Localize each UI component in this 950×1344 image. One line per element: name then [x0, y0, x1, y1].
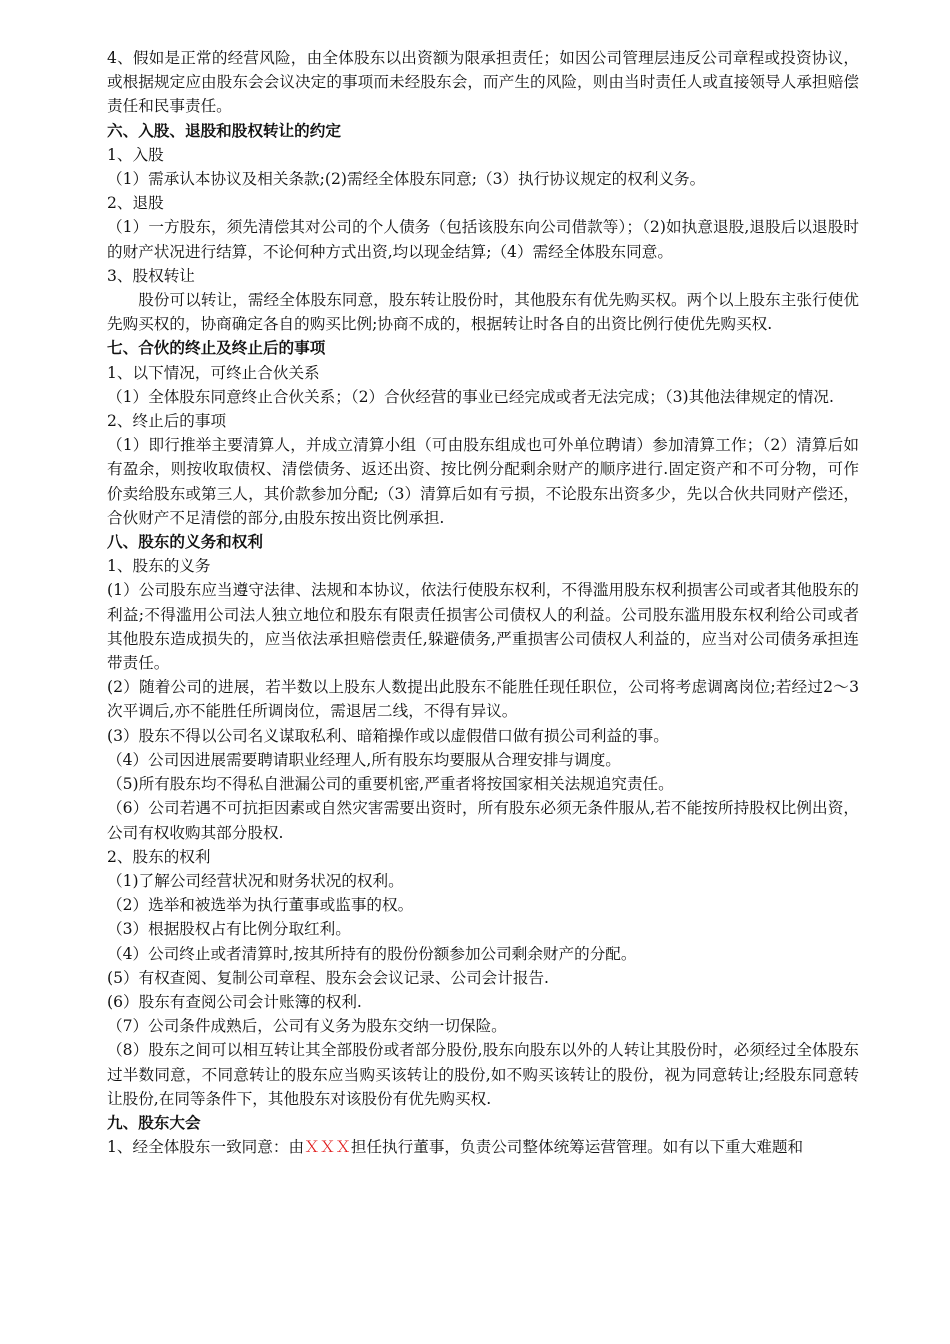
- paragraph-risk-liability: 4、假如是正常的经营风险，由全体股东以出资额为限承担责任；如因公司管理层违反公司章程或投资协议，或根据规定应由股东会会议决定的事项而未经股东会，而产生的风险，则由当时责任人或直接领导人承担赔偿责任和民事责任。: [107, 49, 859, 116]
- paragraph-obligation-2: (2）随着公司的进展，若半数以上股东人数提出此股东不能胜任现任职位，公司将考虑调离岗位;若经过2～3次平调后,亦不能胜任所调岗位，需退居二线，不得有异议。: [107, 678, 859, 721]
- subheading-obligations: 1、股东的义务: [107, 557, 211, 576]
- paragraph-right-8: （8）股东之间可以相互转让其全部股份或者部分股份,股东向股东以外的人转让其股份时，必须经过全体股东过半数同意，不同意转让的股东应当购买该转让的股份,如不购买该转让的股份，视为同意转让;经股东同意转让股份,在同等条件下，其他股东对该股份有优先购买权.: [107, 1041, 859, 1108]
- paragraph-right-5: (5）有权查阅、复制公司章程、股东会会议记录、公司会计报告.: [107, 968, 549, 987]
- paragraph-obligation-6: （6）公司若遇不可抗拒因素或自然灾害需要出资时，所有股东必须无条件服从,若不能按所持股权比例出资，公司有权收购其部分股权.: [107, 799, 859, 842]
- subheading-after-termination: 2、终止后的事项: [107, 412, 227, 431]
- subheading-transfer: 3、股权转让: [107, 266, 195, 285]
- paragraph-obligation-4: （4）公司因进展需要聘请职业经理人,所有股东均要服从合理安排与调度。: [107, 750, 621, 769]
- paragraph-right-1: （1)了解公司经营状况和财务状况的权利。: [107, 871, 404, 890]
- paragraph-right-6: (6）股东有查阅公司会计账簿的权利.: [107, 992, 362, 1011]
- paragraph-right-3: （3）根据股权占有比例分取红利。: [107, 920, 351, 939]
- section-heading-6: 六、入股、退股和股权转让的约定: [107, 121, 341, 140]
- paragraph-obligation-3: (3）股东不得以公司名义谋取私利、暗箱操作或以虚假借口做有损公司利益的事。: [107, 726, 669, 745]
- section-heading-7: 七、合伙的终止及终止后的事项: [107, 339, 326, 358]
- paragraph-right-4: （4）公司终止或者清算时,按其所持有的股份份额参加公司剩余财产的分配。: [107, 944, 637, 963]
- paragraph-obligation-1: (1）公司股东应当遵守法律、法规和本协议，依法行使股东权利，不得滥用股东权利损害公司或者其他股东的利益;不得滥用公司法人独立地位和股东有限责任损害公司债权人的利益。公司股东滥用股东权利给公司或者其他股东造成损失的，应当依法承担赔偿责任,躲避债务,严重损害公司债权人利益的，应当对公司债务承担连带责任。: [107, 581, 859, 673]
- paragraph-right-7: （7）公司条件成熟后，公司有义务为股东交纳一切保险。: [107, 1017, 507, 1036]
- subheading-rights: 2、股东的权利: [107, 847, 211, 866]
- paragraph-obligation-5: （5)所有股东均不得私自泄漏公司的重要机密,严重者将按国家相关法规追究责任。: [107, 775, 674, 794]
- subheading-join: 1、入股: [107, 145, 164, 164]
- paragraph-executive-director: [107, 1135, 859, 1159]
- paragraph-withdraw: （1）一方股东，须先清偿其对公司的个人债务（包括该股东向公司借款等）；（2)如执意退股,退股后以退股时的财产状况进行结算，不论何种方式出资,均以现金结算;（4）需经全体股东同意。: [107, 218, 859, 261]
- subheading-termination-cases: 1、以下情况，可终止合伙关系: [107, 363, 320, 382]
- director-text-after: 担任执行董事，负责公司整体统筹运营管理。如有以下重大难题和: [350, 1138, 804, 1157]
- section-heading-9: 九、股东大会: [107, 1113, 201, 1132]
- paragraph-right-2: （2）选举和被选举为执行董事或监事的权。: [107, 896, 414, 915]
- paragraph-transfer: 股份可以转让，需经全体股东同意，股东转让股份时，其他股东有优先购买权。两个以上股东主张行使优先购买权的，协商确定各自的购买比例;协商不成的，根据转让时各自的出资比例行使优先购买权.: [107, 291, 859, 334]
- subheading-withdraw: 2、退股: [107, 194, 164, 213]
- paragraph-join: （1）需承认本协议及相关条款;(2)需经全体股东同意;（3）执行协议规定的权利义务。: [107, 170, 706, 189]
- director-text-before: 1、经全体股东一致同意：由: [107, 1138, 305, 1157]
- director-name-placeholder: ＸＸＸ: [304, 1138, 351, 1157]
- paragraph-after-termination: （1）即行推举主要清算人，并成立清算小组（可由股东组成也可外单位聘请）参加清算工作；（2）清算后如有盈余，则按收取债权、清偿债务、返还出资、按比例分配剩余财产的顺序进行.固定资产和不可分物，可作价卖给股东或第三人，其价款参加分配;（3）清算后如有亏损，不论股东出资多少，先以合伙共同财产偿还，合伙财产不足清偿的部分,由股东按出资比例承担.: [107, 436, 859, 527]
- document-page: [107, 46, 859, 1159]
- paragraph-termination-cases: （1）全体股东同意终止合伙关系；（2）合伙经营的事业已经完成或者无法完成；（3)其他法律规定的情况.: [107, 387, 834, 406]
- section-heading-8: 八、股东的义务和权利: [107, 533, 263, 552]
